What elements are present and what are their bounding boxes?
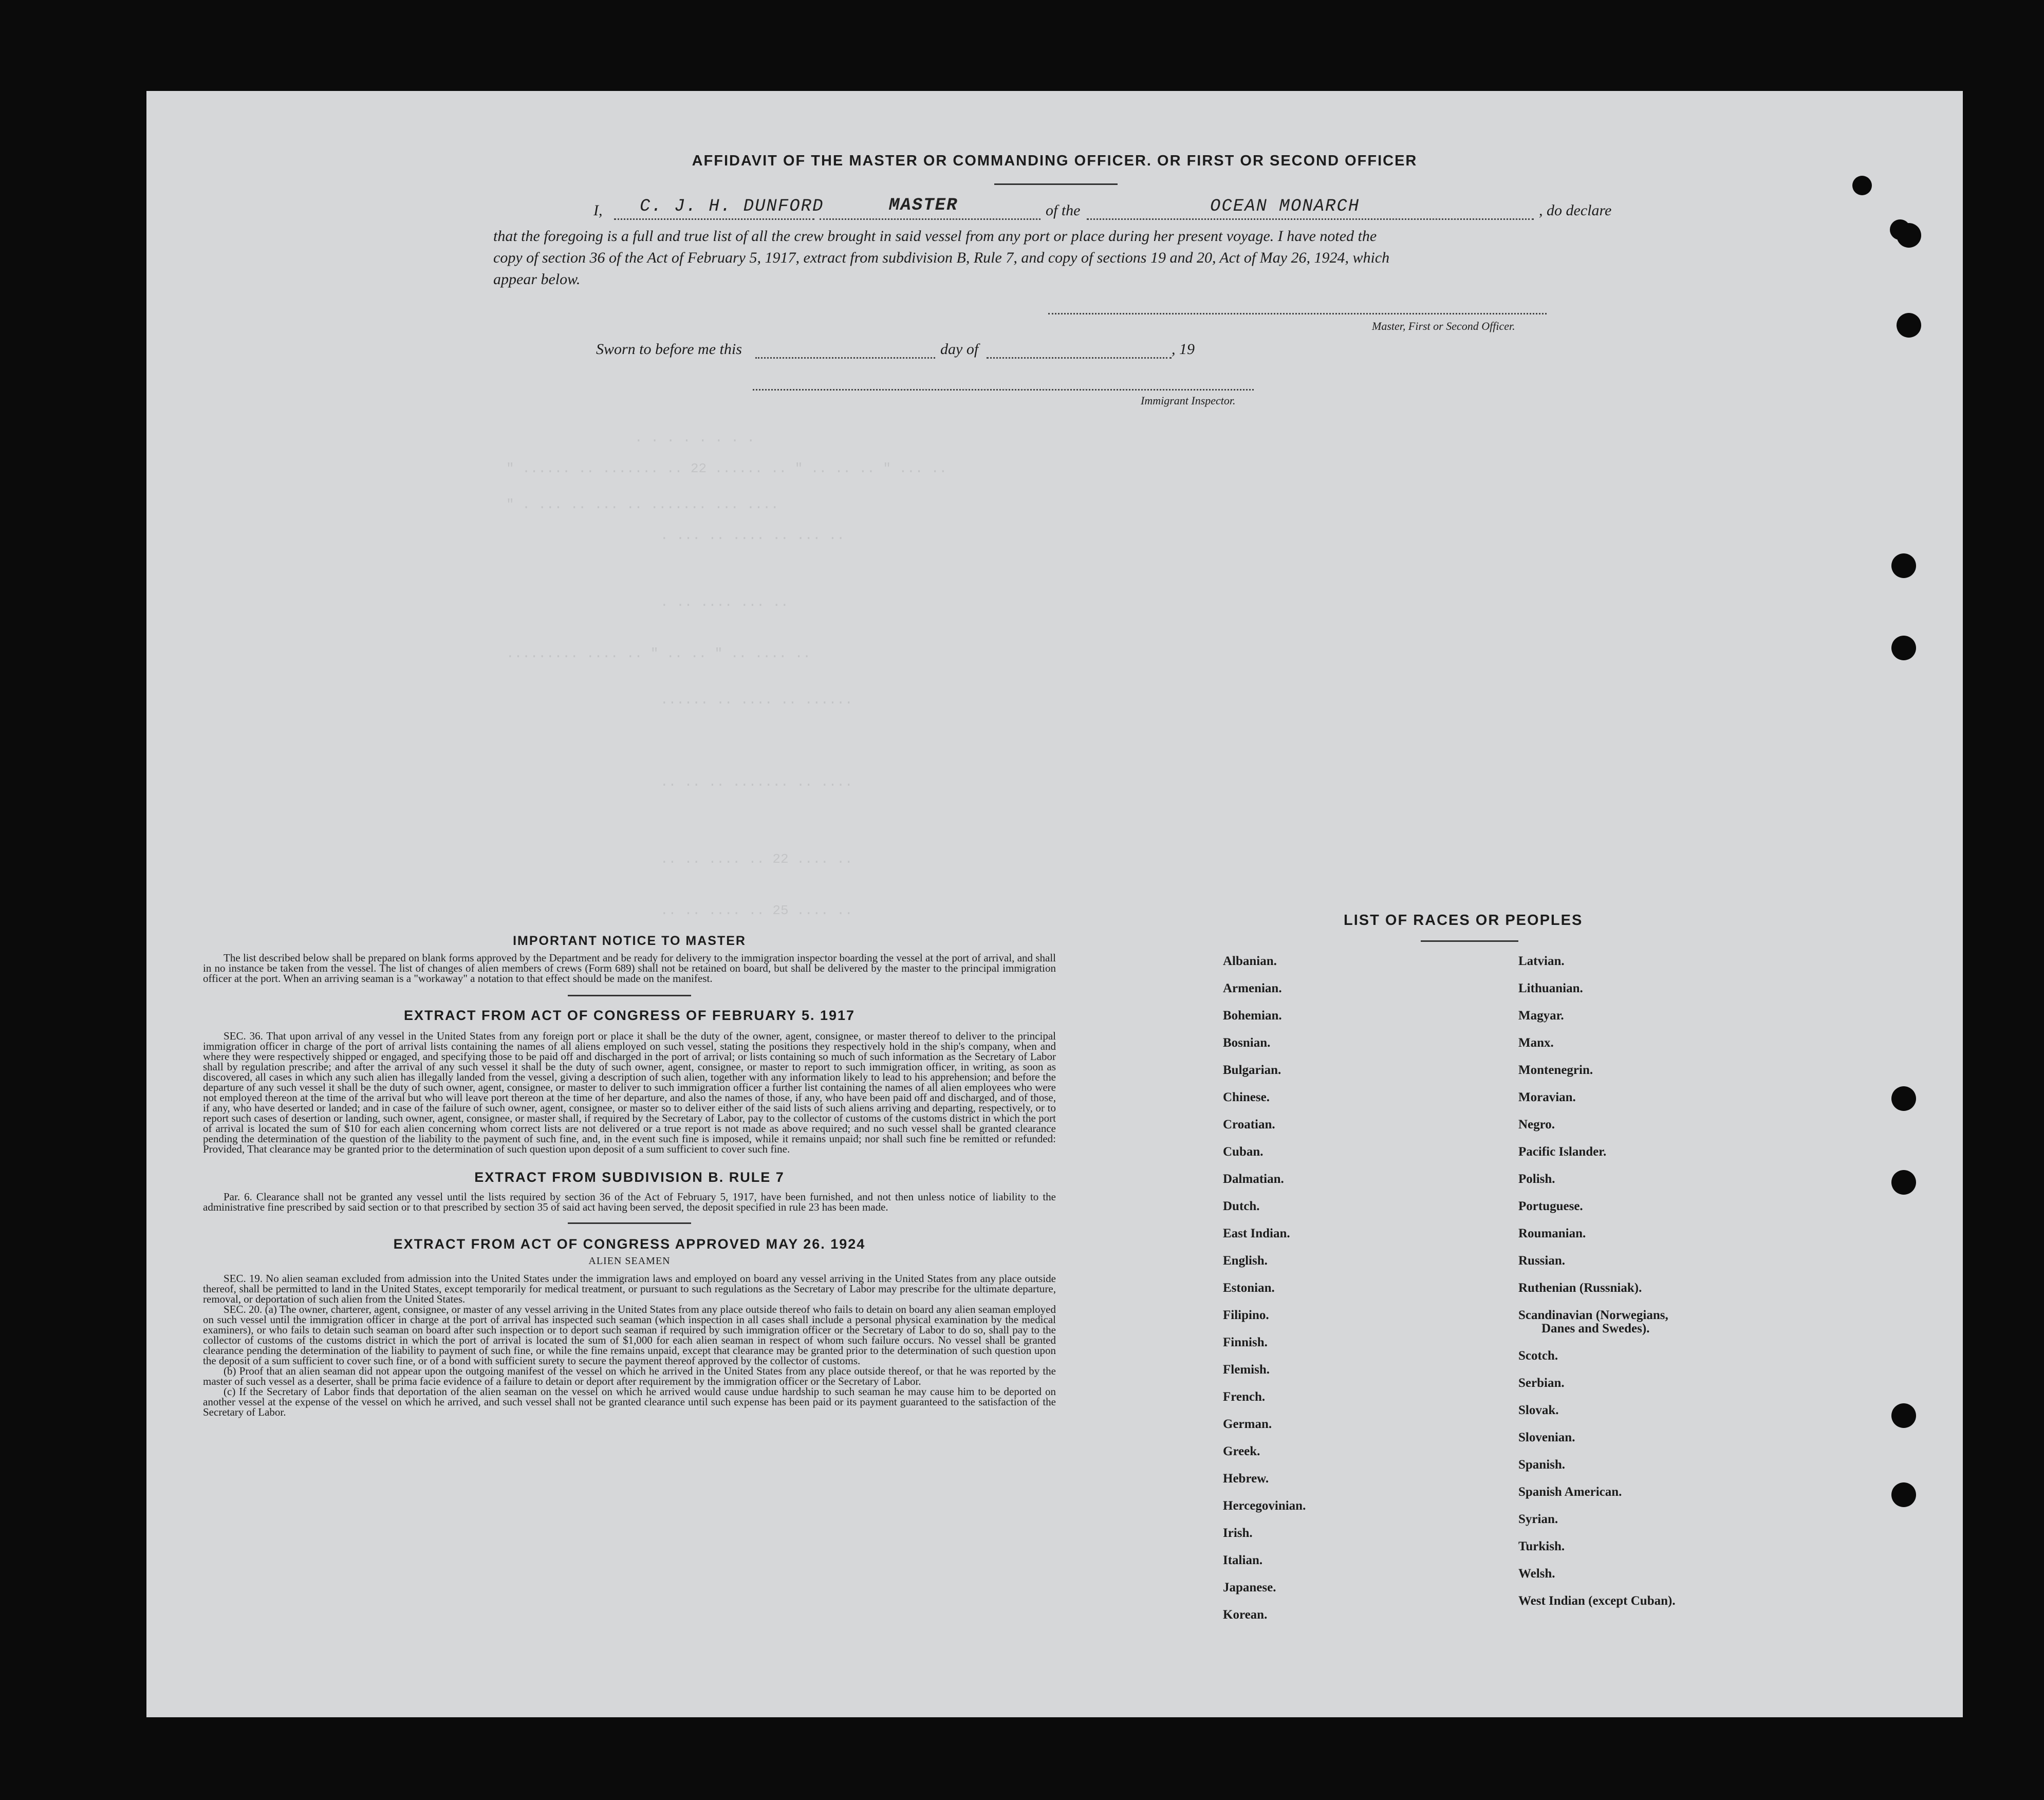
- race-left-item: Chinese.: [1223, 1090, 1270, 1104]
- manifest-page: . . . . . . . . " ...... .. ....... .. 22 ...... .. " .. .. .. " ... .. " . ... .. ... .. ....... ... .... . ... .. .... .. ... .. . .. .... ... .. ......... .... .. " .. .. " .. .... .. ...... .. .... .. ...... .. .. .. ....... .. .... .. .. .... .. 22 .... .. .. .. .... .. 25 .... .. AFFIDAVIT OF THE MASTER OR COMMANDING OFFICER. OR FIRST OR SECOND OFFICER I, C. J. H. DUNFORD MASTER of the OCEAN MONARCH , do declare that the foregoing is a full and true list of all the crew brought in said vessel from any port or place during her present voyage. I have noted the copy of section 36 of the Act of February 5, 1917, extract from subdivision B, Rule 7, and copy of sections 19 and 20, Act of May 26, 1924, which appear below. Master, First or Second Officer. Sworn to before me this day of , 19 Immigrant Inspector. IMPORTANT NOTICE TO MASTER The list described below shall be prepared on blank forms approved by the Department and be ready for delivery to the immigration inspector boarding the vessel at the port of arrival, and shall in no instance be taken from the vessel. The list of changes of alien members of crews (Form 689) shall not be retained on board, but shall be delivered by the master to the principal immigration officer at the port. When an arriving seaman is a "workaway" a notation to that effect should be made on the manifest. EXTRACT FROM ACT OF CONGRESS OF FEBRUARY 5. 1917 SEC. 36. That upon arrival of any vessel in the United States from any foreign port or place it shall be the duty of the owner, agent, consignee, or master thereof to deliver to the principal immigration officer in charge of the port of arrival lists containing the names of all aliens employed on such vessel, stating the positions they respectively hold in the ship's company, when and where they were respectively shipped or engaged, and specifying those to be paid off and discharged in the port of arrival; or lists containing so much of such information as the Secretary of Labor shall by regulation prescribe; and after the arrival of any such vessel it shall be the duty of such owner, agent, consignee, or master to report to such immigration officer, in writing, as soon as discovered, all cases in which any such alien has illegally landed from the vessel, giving a description of such alien, together with any information likely to lead to his apprehension; and before the departure of any such vessel it shall be the duty of such owner, agent, consignee, or master to deliver to such immigration officer a further list containing the names of all alien employees who were not employed thereon at the time of the arrival but who will leave port thereon at the time of her departure, and also the names of those, if any, who have been paid off and discharged, and of those, if any, who have deserted or landed; and in case of the failure of such owner, agent, consignee, or master so to deliver either of the said lists of such aliens arriving and departing, respectively, or to report such cases of desertion or landing, such owner, agent, consignee, or master shall, if required by the Secretary of Labor, pay to the collector of customs of the customs district in which the port of arrival is located the sum of $10 for each alien concerning whom correct lists are not delivered or a true report is not made as above required; and no such vessel shall be granted clearance pending the determination of the question of the liability to the payment of such fine, and, in the event such fine is imposed, while it remains unpaid; nor shall such fine be remitted or refunded: Provided, That clearance may be granted prior to the determination of such question upon deposit of a sum sufficient to cover such fine. EXTRACT FROM SUBDIVISION B. RULE 7 Par. 6. Clearance shall not be granted any vessel until the lists required by section 36 of the Act of February 5, 1917, have been furnished, and not then unless notice of liability to the administrative fine prescribed by said section or to that prescribed by section 35 of said act having been served, the deposit specified in rule 23 has been made. EXTRACT FROM ACT OF CONGRESS APPROVED MAY 26. 1924 ALIEN SEAMEN SEC. 19. No alien seaman excluded from admission into the United States under the immigration laws and employed on board any vessel arriving in the United States from any place outside thereof, shall be permitted to land in the United States, except temporarily for medical treatment, or pursuant to such regulations as the Secretary of Labor may prescribe for the ultimate departure, removal, or deportation of such alien from the United States. SEC. 20. (a) The owner, charterer, agent, consignee, or master of any vessel arriving in the United States from any place outside thereof who fails to detain on board any alien seaman employed on such vessel until the immigration officer in charge at the port of arrival has inspected such seaman (which inspection in all cases shall include a personal physical examination by the medical examiners), or who fails to detain such seaman on board after such inspection or to deport such seaman if required by such immigration officer or the Secretary of Labor to do so, shall pay to the collector of customs of the customs district in which the port of arrival is located the sum of $1,000 for each alien seaman in respect of whom such failure occurs. No vessel shall be granted clearance pending the determination of the liability to payment of such fine, or while the fine remains unpaid, except that clearance may be granted prior to the determination of such question upon the deposit of a sum sufficient to cover such fine, or of a bond with sufficient surety to secure the payment thereof approved by the collector of customs. (b) Proof that an alien seaman did not appear upon the outgoing manifest of the vessel on which he arrived in the United States from any place outside thereof, or that he was reported by the master of such vessel as a deserter, shall be prima facie evidence of a failure to detain or deport after requirement by the immigration officer or the Secretary of Labor. (c) If the Secretary of Labor finds that deportation of the alien seaman on the vessel on which he arrived would cause undue hardship to such seaman he may cause him to be deported on another vessel at the expense of the vessel on which he arrived, and such vessel shall not be granted clearance until such expense has been paid or its payment guaranteed to the satisfaction of the Secretary of Labor. LIST OF RACES OR PEOPLES Albanian. Armenian. Bohemian. Bosnian. Bulgarian. Chinese. Croatian. Cuban. Dalmatian. Dutch. East Indian. English. Estonian. Filipino. Finnish. Flemish. French. German. Greek. Hebrew. Hercegovinian. Irish. Italian. Japanese. Korean. Latvian. Lithuanian. Magyar. Manx. Montenegrin. Moravian. Negro. Pacific Islander. Polish. Portuguese. Roumanian. Russian. Ruthenian (Russniak). Scandinavian (Norwegians, Danes and Swedes). Scotch. Serbian. Slovak. Slovenian. Spanish. Spanish American. Syrian. Turkish. Welsh. West Indian (except Cuban).: [146, 91, 1963, 1717]
- act1917-text: [203, 1031, 1056, 1154]
- binder-hole: [1897, 223, 1921, 248]
- race-right-item: Manx.: [1518, 1036, 1554, 1050]
- race-left-item: Albanian.: [1223, 954, 1277, 968]
- race-left-item: Greek.: [1223, 1444, 1260, 1458]
- sworn-label: Sworn to before me this: [596, 341, 742, 358]
- race-right-item: Montenegrin.: [1518, 1063, 1593, 1077]
- race-left-item: Bosnian.: [1223, 1036, 1271, 1050]
- race-left-item: Filipino.: [1223, 1308, 1269, 1322]
- sworn-day-field[interactable]: [755, 339, 935, 359]
- race-right-item: Welsh.: [1518, 1567, 1555, 1581]
- races-title: LIST OF RACES OR PEOPLES: [1344, 912, 1583, 929]
- race-left-item: Dalmatian.: [1223, 1172, 1284, 1186]
- do-declare-label: , do declare: [1539, 202, 1612, 219]
- act1924-sec19: SEC. 19. No alien seaman excluded from admission into the United States under the immigration laws and employed on board any vessel arriving in the United States from any place outside thereof, shall be permitted to land in the United States, except temporarily for medical treatment, or pursuant to such regulations as the Secretary of Labor may prescribe for the ultimate departure, removal, or deportation of such alien from the United States.: [203, 1272, 1056, 1305]
- race-right-item: Turkish.: [1518, 1539, 1565, 1553]
- notice-title: IMPORTANT NOTICE TO MASTER: [513, 934, 746, 948]
- affidavit-title: AFFIDAVIT OF THE MASTER OR COMMANDING OFFICER. OR FIRST OR SECOND OFFICER: [692, 153, 1418, 169]
- race-left-item: Bohemian.: [1223, 1009, 1282, 1023]
- rank-value: MASTER: [889, 196, 958, 215]
- race-right-item: Spanish American.: [1518, 1485, 1622, 1499]
- race-left-item: Armenian.: [1223, 981, 1282, 995]
- race-right-item: Slovenian.: [1518, 1431, 1575, 1444]
- act1917-title: EXTRACT FROM ACT OF CONGRESS OF FEBRUARY 5. 1917: [403, 1008, 856, 1023]
- year-label: , 19: [1172, 341, 1195, 358]
- race-right-item: Scandinavian (Norwegians,: [1518, 1308, 1668, 1322]
- race-right-item: Slovak.: [1518, 1403, 1559, 1417]
- race-right-item: Portuguese.: [1518, 1199, 1583, 1213]
- race-left-item: French.: [1223, 1390, 1266, 1404]
- rule7-title: EXTRACT FROM SUBDIVISION B. RULE 7: [474, 1170, 785, 1185]
- divider: [568, 1222, 691, 1224]
- binder-hole: [1852, 176, 1872, 195]
- race-left-item: Flemish.: [1223, 1363, 1270, 1377]
- declaration-line: [593, 196, 1703, 222]
- vessel-field[interactable]: [1087, 197, 1534, 220]
- act1924-sec20c: (c) If the Secretary of Labor finds that deportation of the alien seaman on the vessel on which he arrived would cause undue hardship to such seaman he may cause him to be deported on another vessel at the expense of the vessel on which he arrived, and such vessel shall not be granted clearance until such expense has been paid or its payment guaranteed to the satisfaction of the Secretary of Labor.: [203, 1385, 1056, 1418]
- binder-hole: [1891, 1403, 1916, 1428]
- race-left-item: Hebrew.: [1223, 1472, 1269, 1486]
- race-right-item: Roumanian.: [1518, 1227, 1586, 1240]
- rank-field[interactable]: [820, 196, 1040, 220]
- act1924-text: [203, 1273, 1056, 1417]
- race-right-item: Serbian.: [1518, 1376, 1565, 1390]
- race-left-item: Bulgarian.: [1223, 1063, 1281, 1077]
- race-right-item: Scotch.: [1518, 1349, 1558, 1363]
- race-right-item: Polish.: [1518, 1172, 1555, 1186]
- act1924-sec20b: (b) Proof that an alien seaman did not appear upon the outgoing manifest of the vessel on which he arrived in the United States from any place outside thereof, or that he was reported by the master of such vessel as a deserter, shall be prima facie evidence of a failure to detain or deport after requirement by the immigration officer or the Secretary of Labor.: [203, 1365, 1056, 1387]
- race-left-item: Korean.: [1223, 1608, 1268, 1622]
- inspector-signature-line[interactable]: [753, 389, 1254, 391]
- binder-hole: [1891, 1086, 1916, 1111]
- race-left-item: East Indian.: [1223, 1227, 1290, 1240]
- race-left-item: Cuban.: [1223, 1145, 1263, 1159]
- race-left-item: Dutch.: [1223, 1199, 1260, 1213]
- race-left-item: English.: [1223, 1254, 1268, 1268]
- race-right-item: Moravian.: [1518, 1090, 1576, 1104]
- declaration-body: [493, 226, 1706, 290]
- race-right-item: Russian.: [1518, 1254, 1566, 1268]
- race-left-item: Estonian.: [1223, 1281, 1275, 1295]
- race-left-item: Croatian.: [1223, 1118, 1275, 1131]
- rule7-par6: Par. 6. Clearance shall not be granted any vessel until the lists required by section 36 of the Act of February 5, 1917, have been furnished, and not then unless notice of liability to the administrative fine prescribed by said section or to that prescribed by section 35 of said act having been served, the deposit specified in rule 23 has been made.: [203, 1191, 1056, 1213]
- signature-line[interactable]: [1048, 313, 1547, 314]
- act1917-sec36: SEC. 36. That upon arrival of any vessel in the United States from any foreign port or place it shall be the duty of the owner, agent, consignee, or master thereof to deliver to the principal immigration officer in charge of the port of arrival lists containing the names of all aliens employed on such vessel, stating the positions they respectively hold in the ship's company, when and where they were respectively shipped or engaged, and specifying those to be paid off and discharged in the port of arrival; or lists containing so much of such information as the Secretary of Labor shall by regulation prescribe; and after the arrival of any such vessel it shall be the duty of such owner, agent, consignee, or master to report to such immigration officer, in writing, as soon as discovered, all cases in which any such alien has illegally landed from the vessel, giving a description of such alien, together with any information likely to lead to his apprehension; and before the departure of any such vessel it shall be the duty of such owner, agent, consignee, or master to deliver to such immigration officer a further list containing the names of all alien employees who were not employed thereon at the time of the arrival but who will leave port thereon at the time of her departure, and also the names of those, if any, who have been paid off and discharged, and of those, if any, who have deserted or landed; and in case of the failure of such owner, agent, consignee, or master so to deliver either of the said lists of such aliens arriving and departing, respectively, or to report such cases of desertion or landing, such owner, agent, consignee, or master shall, if required by the Secretary of Labor, pay to the collector of customs of the customs district in which the port of arrival is located the sum of $10 for each alien concerning whom correct lists are not delivered or a true report is not made as above required; and no such vessel shall be granted clearance pending the determination of the question of the liability to the payment of such fine, and, in the event such fine is imposed, while it remains unpaid; nor shall such fine be remitted or refunded: Provided, That clearance may be granted prior to the determination of such question upon deposit of a sum sufficient to cover such fine.: [203, 1030, 1056, 1155]
- binder-hole: [1891, 636, 1916, 660]
- race-left-item: Finnish.: [1223, 1335, 1268, 1349]
- declaration-line-2: copy of section 36 of the Act of February 5, 1917, extract from subdivision B, Rule 7, and copy of sections 19 and 20, Act of May 26, 1924, which: [493, 249, 1390, 266]
- declaration-line-1: that the foregoing is a full and true list of all the crew brought in said vessel from any port or place during her present voyage. I have noted the: [493, 228, 1377, 245]
- legal-notices: [203, 934, 1056, 1417]
- inspector-caption: Immigrant Inspector.: [1141, 394, 1236, 407]
- race-right-item: Syrian.: [1518, 1512, 1558, 1526]
- notice-text: [203, 953, 1056, 983]
- day-of-label: day of: [940, 341, 979, 358]
- race-right-item: Latvian.: [1518, 954, 1565, 968]
- race-right-item: Danes and Swedes).: [1541, 1322, 1650, 1335]
- race-left-item: Irish.: [1223, 1526, 1253, 1540]
- declaration-line-3: appear below.: [493, 271, 581, 288]
- race-left-item: German.: [1223, 1417, 1272, 1431]
- act1924-subtitle: ALIEN SEAMEN: [588, 1255, 671, 1267]
- notice-paragraph: The list described below shall be prepared on blank forms approved by the Department and be ready for delivery to the immigration inspector boarding the vessel at the port of arrival, and shall in no instance be taken from the vessel. The list of changes of alien members of crews (Form 689) shall not be retained on board, but shall be delivered by the master to the principal immigration officer at the port. When an arriving seaman is a "workaway" a notation to that effect should be made on the manifest.: [203, 952, 1056, 985]
- rule7-text: [203, 1192, 1056, 1212]
- act1924-title: EXTRACT FROM ACT OF CONGRESS APPROVED MAY 26. 1924: [393, 1236, 866, 1252]
- name-value: C. J. H. DUNFORD: [640, 197, 824, 216]
- binder-hole: [1891, 553, 1916, 578]
- vessel-value: OCEAN MONARCH: [1210, 197, 1360, 216]
- race-right-item: Negro.: [1518, 1118, 1555, 1131]
- name-field[interactable]: [614, 197, 824, 220]
- sworn-month-field[interactable]: [987, 339, 1172, 359]
- i-label: I,: [593, 202, 603, 219]
- race-right-item: West Indian (except Cuban).: [1518, 1594, 1676, 1608]
- binder-hole: [1891, 1482, 1916, 1507]
- race-right-item: Pacific Islander.: [1518, 1145, 1607, 1159]
- binder-hole: [1897, 313, 1921, 338]
- sworn-line: [596, 339, 1264, 361]
- race-left-item: Italian.: [1223, 1553, 1263, 1567]
- race-right-item: Lithuanian.: [1518, 981, 1583, 995]
- of-the-label: of the: [1046, 202, 1081, 219]
- title-underline: [994, 183, 1118, 185]
- race-right-item: Magyar.: [1518, 1009, 1564, 1023]
- divider: [568, 995, 691, 996]
- race-left-item: Hercegovinian.: [1223, 1499, 1306, 1513]
- race-right-item: Spanish.: [1518, 1458, 1566, 1472]
- races-title-underline: [1421, 940, 1518, 942]
- binder-hole: [1891, 1170, 1916, 1195]
- signature-caption: Master, First or Second Officer.: [1372, 320, 1515, 332]
- race-right-item: Ruthenian (Russniak).: [1518, 1281, 1642, 1295]
- race-left-item: Japanese.: [1223, 1581, 1276, 1594]
- act1924-sec20a: SEC. 20. (a) The owner, charterer, agent, consignee, or master of any vessel arriving in the United States from any place outside thereof who fails to detain on board any alien seaman employed on such vessel until the immigration officer in charge at the port of arrival has inspected such seaman (which inspection in all cases shall include a personal physical examination by the medical examiners), or who fails to detain such seaman on board after such inspection or to deport such seaman if required by such immigration officer or the Secretary of Labor to do so, shall pay to the collector of customs of the customs district in which the port of arrival is located the sum of $1,000 for each alien seaman in respect of whom such failure occurs. No vessel shall be granted clearance pending the determination of the liability to payment of such fine, or while the fine remains unpaid, except that clearance may be granted prior to the determination of such question upon the deposit of a sum sufficient to cover such fine, or of a bond with sufficient surety to secure the payment thereof approved by the collector of customs.: [203, 1303, 1056, 1367]
